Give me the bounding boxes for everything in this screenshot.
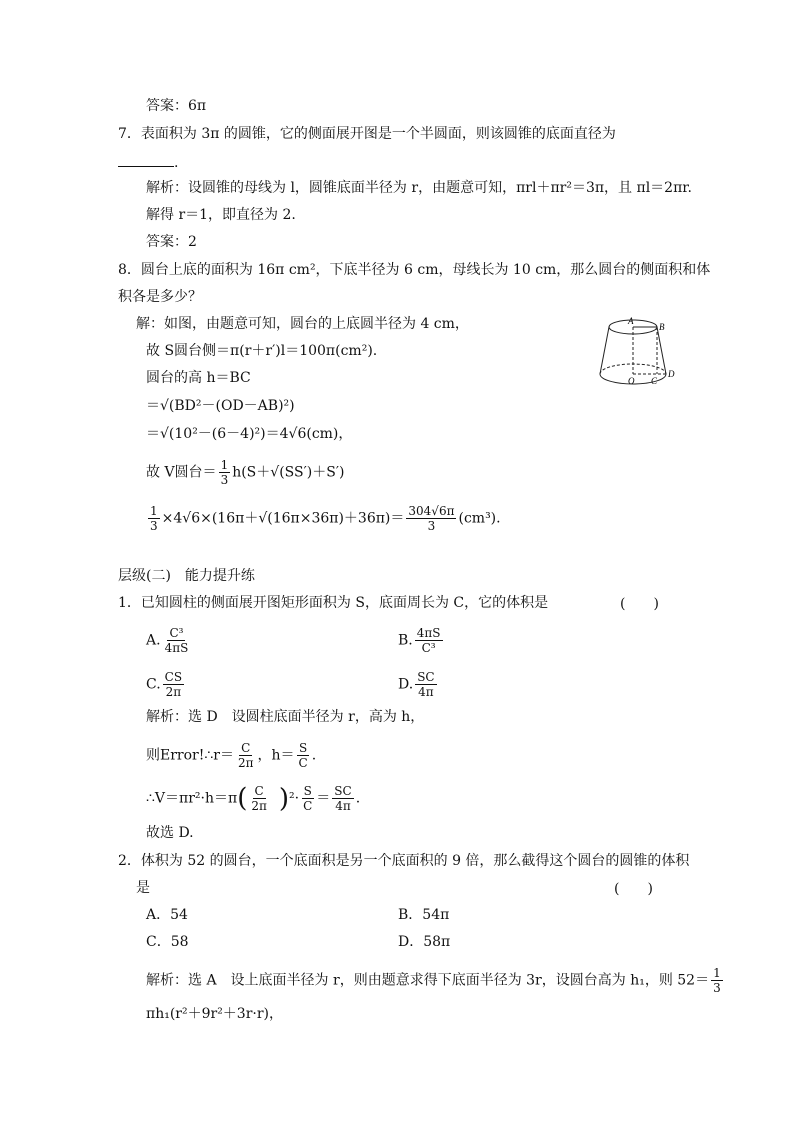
fraction: $\frac{1}{3}$ bbox=[713, 966, 721, 995]
fraction: $\frac{C}{2\pi}$ bbox=[251, 784, 267, 813]
right-slant bbox=[657, 327, 666, 374]
p1-conclusion: 故选 D. bbox=[146, 825, 194, 841]
q7-solution-line2: 解得 r＝1，即直径为 2. bbox=[146, 207, 296, 223]
p2-answer-paren: ( ) bbox=[614, 881, 653, 897]
q8-solution-line6 bbox=[146, 458, 344, 487]
p1-solution-line3: ∴V＝πr²·h＝π( $\frac{C}{2\pi}$ )²· $\frac{S}{C}$ ＝ $\frac{SC}{4\pi}$ . bbox=[146, 783, 361, 814]
p1-option-c: C. $\frac{CS}{2\pi}$ bbox=[146, 670, 183, 699]
fraction: $\frac{SC}{4\pi}$ bbox=[417, 670, 435, 699]
label-a: A bbox=[628, 316, 634, 326]
fraction: $\frac{S}{C}$ bbox=[298, 741, 308, 770]
label-d: D bbox=[668, 369, 675, 379]
p1-option-b: B. $\frac{4\pi S}{\text{C³}}$ bbox=[398, 626, 441, 655]
q8-stem-line2: 积各是多少？ bbox=[118, 289, 202, 305]
p1-answer-paren: ( ) bbox=[620, 596, 659, 612]
p2-option-c: C．58 bbox=[146, 934, 189, 950]
p2-option-b: B．54π bbox=[398, 907, 450, 923]
q7-solution-line1: 解析：设圆锥的母线为 l，圆锥底面半径为 r，由题意可知，πrl＋πr²＝3π，且 πl＝2πr. bbox=[146, 180, 692, 196]
q8-volume-label: 故 V圆台＝ bbox=[146, 464, 217, 481]
q8-volume-unit: (cm³). bbox=[458, 510, 501, 527]
p2-solution-line1: 解析：选 A 设上底面半径为 r，则由题意求得下底面半径为 3r，设圆台高为 h₁，则 52＝ $\frac{1}{3}$ bbox=[146, 966, 721, 995]
label-o: O bbox=[628, 376, 635, 386]
fraction: $\frac{\text{C³}}{4\pi S}$ bbox=[164, 626, 189, 655]
q8-volume-formula: h(S＋√(SS′)＋S′) bbox=[232, 464, 345, 481]
frustum-figure bbox=[588, 308, 698, 396]
p2-option-d: D．58π bbox=[398, 934, 451, 950]
q6-answer: 答案：6π bbox=[146, 98, 207, 114]
q7-answer: 答案：2 bbox=[146, 234, 197, 250]
label-c: C bbox=[651, 376, 658, 386]
answer-blank bbox=[118, 152, 174, 167]
section-title: 层级(二) 能力提升练 bbox=[118, 568, 255, 584]
q8-solution-line3: 圆台的高 h＝BC bbox=[146, 370, 251, 386]
p2-solution-line2: πh₁(r²＋9r²＋3r·r)， bbox=[146, 1006, 284, 1022]
fraction: $\frac{304√6\pi}{3}$ bbox=[408, 504, 455, 533]
q8-solution-line4: ＝√(BD²－(OD－AB)²) bbox=[146, 398, 295, 414]
p1-solution-line2: 则Error!∴r＝ $\frac{C}{2\pi}$ ，h＝ $\frac{S}{C}$ . bbox=[146, 741, 317, 770]
p1-option-a: A. $\frac{\text{C³}}{4\pi S}$ bbox=[146, 626, 189, 655]
label-b: B bbox=[659, 322, 665, 332]
q8-solution-line5: ＝√(10²－(6－4)²)＝4√6(cm)， bbox=[146, 426, 353, 442]
fraction: $\frac{1}{3}$ bbox=[220, 458, 229, 487]
left-slant bbox=[600, 327, 609, 374]
fraction: $\frac{C}{2\pi}$ bbox=[237, 741, 254, 770]
fraction: $\frac{4\pi S}{\text{C³}}$ bbox=[416, 626, 441, 655]
p1-option-d: D. $\frac{SC}{4\pi}$ bbox=[398, 670, 435, 699]
q8-solution-line1: 解：如图，由题意可知，圆台的上底圆半径为 4 cm， bbox=[136, 316, 469, 332]
p1-solution-line1: 解析：选 D 设圆柱底面半径为 r，高为 h， bbox=[146, 709, 425, 725]
q8-stem-line1: 8．圆台上底的面积为 16π cm²，下底半径为 6 cm，母线长为 10 cm，那么圆台的侧面积和体 bbox=[118, 262, 711, 278]
p1-stem: 1．已知圆柱的侧面展开图矩形面积为 S，底面周长为 C，它的体积是 bbox=[118, 595, 549, 611]
q8-solution-line2: 故 S圆台侧＝π(r＋r′)l＝100π(cm²). bbox=[146, 343, 378, 359]
p2-option-a: A．54 bbox=[146, 907, 188, 923]
fraction: $\frac{S}{C}$ bbox=[303, 784, 313, 813]
fraction: $\frac{1}{3}$ bbox=[150, 504, 158, 533]
q8-volume-calc: ×4√6×(16π＋√(16π×36π)＋36π)＝ bbox=[161, 510, 405, 527]
q8-solution-line7 bbox=[146, 504, 501, 533]
q7-stem: 7．表面积为 3π 的圆锥，它的侧面展开图是一个半圆面，则该圆锥的底面直径为 bbox=[118, 126, 616, 142]
p2-stem-line2: 是 bbox=[136, 880, 150, 896]
fraction: $\frac{SC}{4\pi}$ bbox=[334, 784, 352, 813]
q7-blank-line bbox=[118, 152, 178, 173]
p2-stem-line1: 2．体积为 52 的圆台，一个底面积是另一个底面积的 9 倍，那么截得这个圆台的圆锥的体积 bbox=[118, 853, 690, 869]
fraction: $\frac{CS}{2\pi}$ bbox=[164, 670, 183, 699]
q7-stem-tail: . bbox=[174, 155, 179, 171]
